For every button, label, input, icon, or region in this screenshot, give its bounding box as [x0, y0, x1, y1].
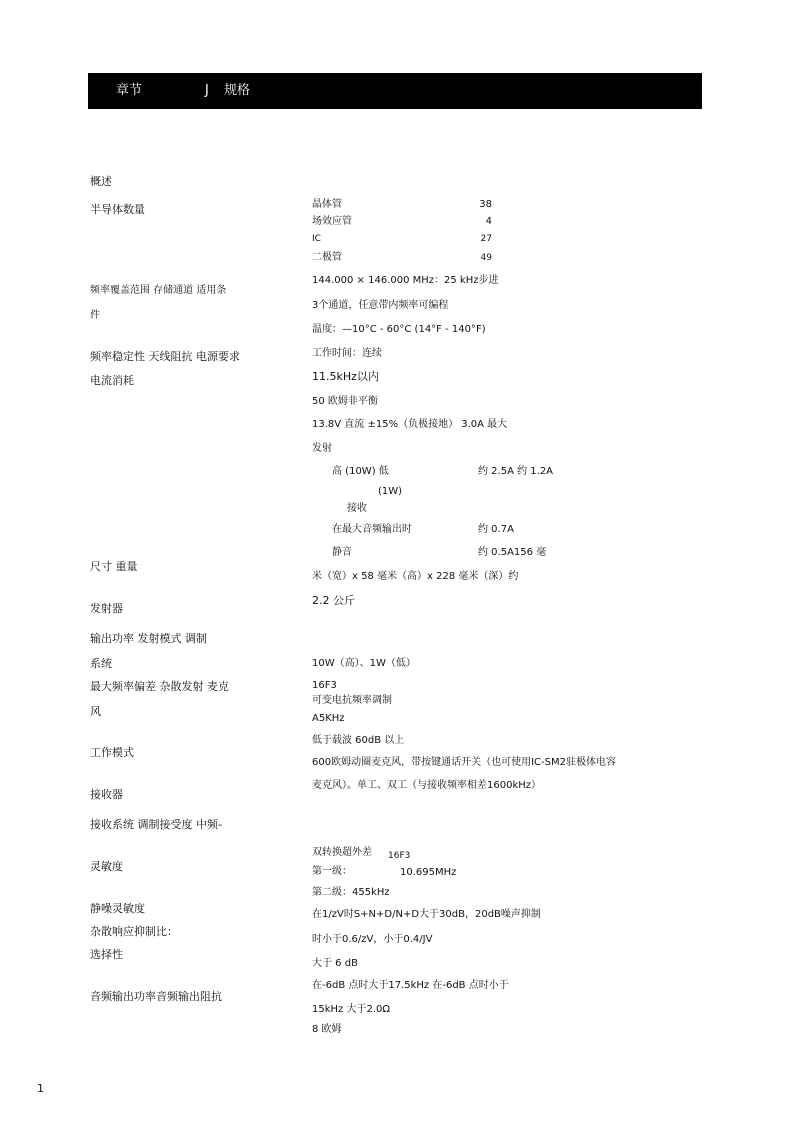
chapter-label: 章节	[116, 83, 143, 98]
value-audio-impedance: 8 欧姆	[312, 1024, 342, 1035]
value-temperature: 温度：—10°C - 60°C (14°F - 140°F)	[312, 324, 486, 335]
label-sensitivity: 灵敏度	[90, 860, 123, 873]
label-squelch: 静噪灵敏度	[90, 902, 145, 915]
value-spurious: 低于载波 60dB 以上	[312, 735, 405, 746]
value-if1: 10.695MHz	[400, 867, 457, 878]
semi-name: 晶体管	[312, 199, 342, 210]
value-stability: 11.5kHz以内	[312, 370, 379, 383]
label-deviation-line1: 最大频率偏差 杂散发射 麦克	[90, 680, 229, 693]
value-dimensions: 米（宽）x 58 毫米（高）x 228 毫米（深）约	[312, 571, 519, 582]
page-number: 1	[37, 1082, 44, 1095]
value-receive: 接收	[347, 503, 367, 514]
label-deviation-line2: 风	[90, 705, 101, 718]
semi-name: 场效应管	[312, 216, 352, 227]
value-mic-line2: 麦克风）。单工、双工（与接收频率相差1600kHz）	[312, 780, 542, 791]
semi-count: 38	[479, 199, 492, 210]
label-rx-system: 接收系统 调制接受度 中频-	[90, 818, 222, 831]
value-squelch: 时小于0.6/zV，小于0.4/JV	[312, 934, 433, 945]
value-tx-high-low: 高 (10W) 低	[332, 466, 389, 477]
value-spurious-rejection: 大于 6 dB	[312, 958, 358, 969]
value-deviation: A5KHz	[312, 713, 345, 724]
semi-count: 4	[485, 216, 492, 227]
value-modulation: 可变电抗频率调制	[312, 695, 392, 706]
value-mode: 16F3	[312, 680, 337, 691]
label-stability-line1: 频率稳定性 天线阻抗 电源要求	[90, 350, 240, 363]
label-freq-line2: 件	[90, 310, 100, 321]
semi-count: 27	[480, 234, 492, 244]
label-stability-line2: 电流消耗	[90, 374, 134, 387]
value-rx-mod: 16F3	[388, 851, 411, 861]
value-tx-1w: (1W)	[378, 486, 403, 497]
value-power-supply: 13.8V 直流 ±15%（负极接地） 3.0A 最大	[312, 419, 508, 430]
value-selectivity-line2: 15kHz 大于2.0Ω	[312, 1004, 391, 1015]
semi-name: 二极管	[312, 252, 342, 263]
label-receiver: 接收器	[90, 788, 123, 801]
label-overview: 概述	[90, 175, 112, 188]
value-if1-label: 第一级：	[312, 866, 352, 877]
value-rx-max-audio: 在最大音频输出时	[332, 524, 412, 535]
label-tx-line1: 输出功率 发射模式 调制	[90, 632, 207, 645]
value-antenna: 50 欧姆非平衡	[312, 396, 378, 407]
value-freq-range: 144.000 × 146.000 MHz：25 kHz步进	[312, 275, 499, 286]
value-rx-system: 双转换超外差	[312, 847, 372, 858]
value-weight: 2.2 公斤	[312, 594, 355, 607]
value-rx-mute: 静音	[332, 547, 352, 558]
value-mic-line1: 600欧姆动圈麦克风，带按键通话开关（也可使用IC-SM2驻极体电容	[312, 757, 616, 768]
value-transmit: 发射	[312, 443, 332, 454]
value-duty: 工作时间：连续	[312, 348, 382, 359]
value-sensitivity: 在1/zV时S+N+D/N+D大于30dB，20dB噪声抑制	[312, 909, 541, 920]
value-if2: 第二级：455kHz	[312, 887, 390, 898]
value-channels: 3个通道，任意带内频率可编程	[312, 300, 449, 311]
value-selectivity-line1: 在-6dB 点时大于17.5kHz 在-6dB 点时小于	[312, 980, 509, 991]
label-transmitter: 发射器	[90, 602, 123, 615]
value-output-power: 10W（高）、1W（低）	[312, 658, 416, 669]
value-tx-current: 约 2.5A 约 1.2A	[478, 466, 554, 477]
label-dimensions: 尺寸 重量	[90, 560, 138, 573]
label-audio: 音频输出功率音频输出阻抗	[90, 990, 222, 1003]
label-tx-line2: 系统	[90, 657, 112, 670]
label-selectivity: 选择性	[90, 948, 123, 961]
semi-name: IC	[312, 234, 321, 244]
label-freq-line1: 频率覆盖范围 存储通道 适用条	[90, 285, 227, 296]
label-semiconductor-count: 半导体数量	[90, 203, 145, 216]
semi-count: 49	[480, 253, 492, 263]
chapter-letter: J	[205, 83, 209, 98]
chapter-header-bar	[88, 73, 702, 109]
value-rx-mute-current: 约 0.5A156 毫	[478, 547, 547, 558]
chapter-title: 规格	[224, 83, 251, 98]
value-rx-max-audio-current: 约 0.7A	[478, 524, 514, 535]
label-spurious-rejection: 杂散响应抑制比：	[90, 925, 178, 938]
label-operation-mode: 工作模式	[90, 746, 134, 759]
